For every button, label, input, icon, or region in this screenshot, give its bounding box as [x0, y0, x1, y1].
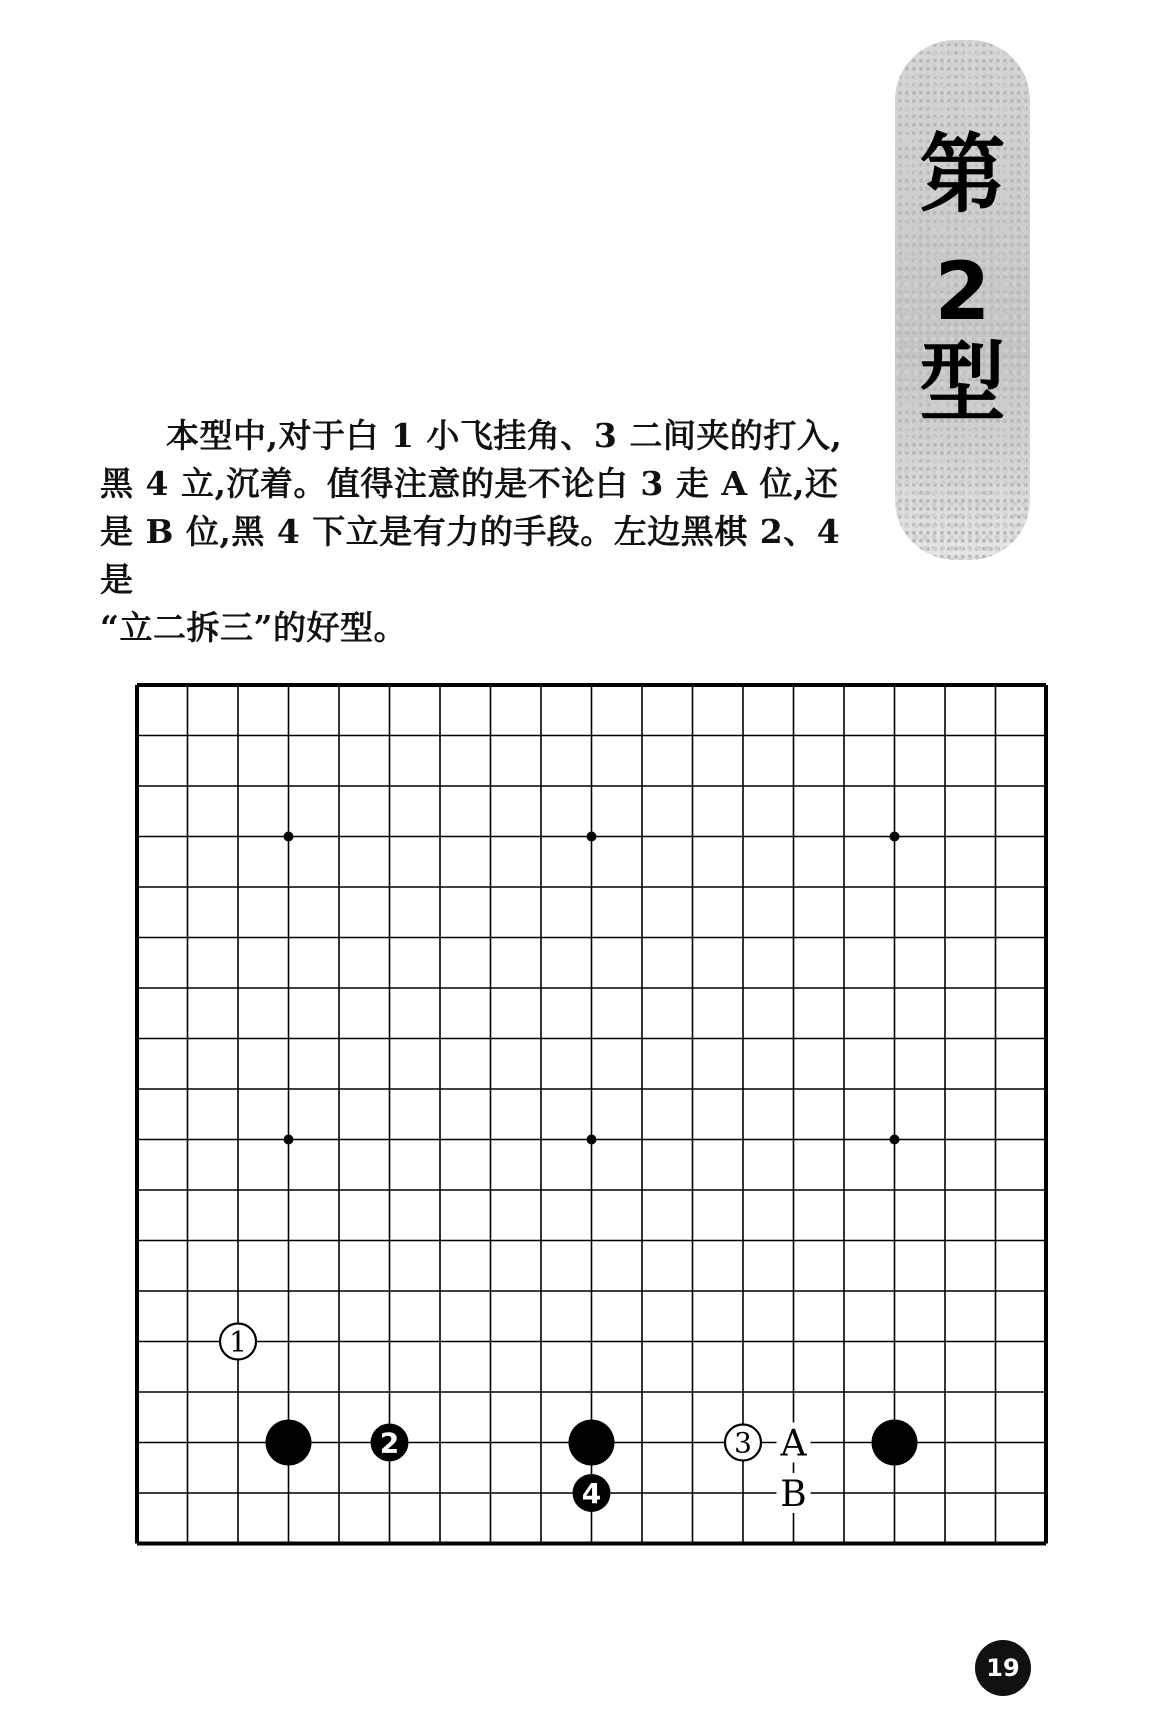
black-stone-number: 2 — [379, 1426, 400, 1460]
page-number: 19 — [975, 1640, 1031, 1696]
position-marker-a: A — [780, 1423, 807, 1465]
black-stone — [872, 1420, 918, 1466]
black-stone — [266, 1420, 312, 1466]
star-point — [587, 1135, 597, 1145]
star-point — [284, 1135, 294, 1145]
star-point — [284, 832, 294, 842]
badge-char-di: 第 — [919, 125, 1006, 225]
star-point — [587, 832, 597, 842]
commentary-line-1-text: 本型中,对于白 1 小飞挂角、3 二间夹的打入, — [166, 416, 843, 455]
position-marker-b: B — [780, 1474, 807, 1515]
star-point — [890, 832, 900, 842]
commentary-line-3: 是 B 位,黑 4 下立是有力的手段。左边黑棋 2、4 是 — [100, 512, 841, 599]
black-stone-number: 4 — [581, 1477, 602, 1510]
commentary-line-2: 黑 4 立,沉着。值得注意的是不论白 3 走 A 位,还 — [100, 464, 839, 503]
badge-char-xing: 型 — [919, 333, 1006, 433]
white-stone-number: 3 — [734, 1426, 752, 1460]
white-stone-number: 1 — [229, 1325, 247, 1359]
star-point — [890, 1135, 900, 1145]
black-stone — [569, 1420, 615, 1466]
badge-char-number: 2 — [934, 245, 991, 338]
commentary-line-4: “立二拆三”的好型。 — [100, 608, 407, 647]
